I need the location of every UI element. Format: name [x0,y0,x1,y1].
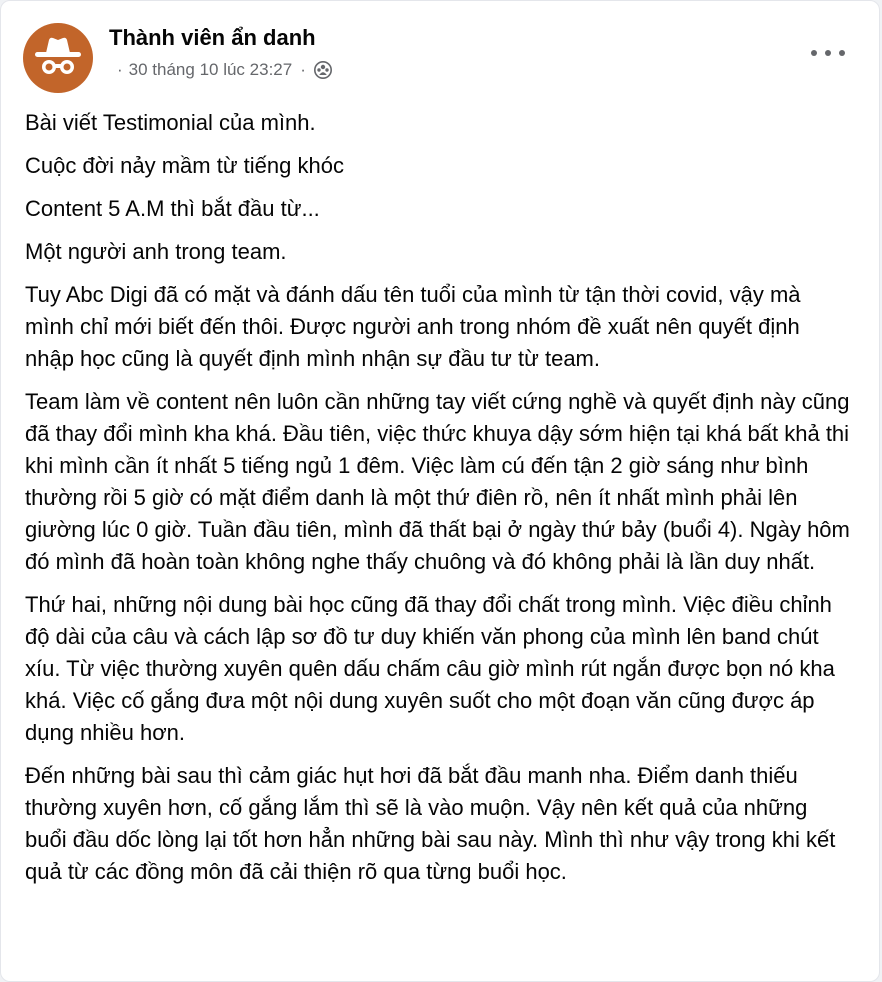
anonymous-incognito-icon [23,23,93,93]
post-paragraph: Thứ hai, những nội dung bài học cũng đã thay đổi chất trong mình. Việc điều chỉnh độ dài của câu và cách lập sơ đồ tư duy khiến văn phong của mình lên band chút xíu. Từ việc thường xuyên quên dấu chấm câu giờ mình rút ngắn được bọn nó kha khá. Việc cố gắng đưa một nội dung xuyên suốt cho một đoạn văn cũng được áp dụng nhiều hơn. [25,592,835,745]
post-meta [109,60,332,80]
post-paragraph: Một người anh trong team. [25,239,287,264]
more-options-icon[interactable] [811,43,845,63]
post-paragraph: Team làm về content nên luôn cần những tay viết cứng nghề và quyết định này cũng đã thay đổi mình kha khá. Đầu tiên, việc thức khuya dậy sớm hiện tại khá bất khả thi khi mình cần ít nhất 5 tiếng ngủ 1 đêm. Việc làm cú đến tận 2 giờ sáng như bình thường rồi 5 giờ có mặt điểm danh là một thứ điên rồ, nên ít nhất mình phải lên giường lúc 0 giờ. Tuần đầu tiên, mình đã thất bại ở ngày thứ bảy (buổi 4). Ngày hôm đó mình đã hoàn toàn không nghe thấy chuông và đó không phải là lần duy nhất. [25,389,850,574]
post-header [23,23,857,93]
separator-dot: · [117,60,123,79]
group-icon[interactable] [314,61,332,79]
post-paragraph: Cuộc đời nảy mầm từ tiếng khóc [25,153,344,178]
post-paragraph: Bài viết Testimonial của mình. [25,110,316,135]
author-name[interactable]: Thành viên ẩn danh [109,25,316,50]
post-paragraph: Tuy Abc Digi đã có mặt và đánh dấu tên tuổi của mình từ tận thời covid, vậy mà mình chỉ mới biết đến thôi. Được người anh trong nhóm đề xuất nên quyết định nhập học cũng là quyết định mình nhận sự đầu tư từ team. [25,282,801,371]
post-paragraph: Đến những bài sau thì cảm giác hụt hơi đã bắt đầu manh nha. Điểm danh thiếu thường xuyên hơn, cố gắng lắm thì sẽ là vào muộn. Vậy nên kết quả của những buổi đầu dốc lòng lại tốt hơn hẳn những bài sau này. Mình thì như vậy trong khi kết quả từ các đồng môn đã cải thiện rõ qua từng buổi học. [25,763,836,884]
post-paragraph: Content 5 A.M thì bắt đầu từ... [25,196,320,221]
avatar[interactable] [23,23,93,93]
separator-dot: · [300,60,306,79]
post-body [25,107,853,899]
post-timestamp[interactable]: 30 tháng 10 lúc 23:27 [128,60,293,79]
